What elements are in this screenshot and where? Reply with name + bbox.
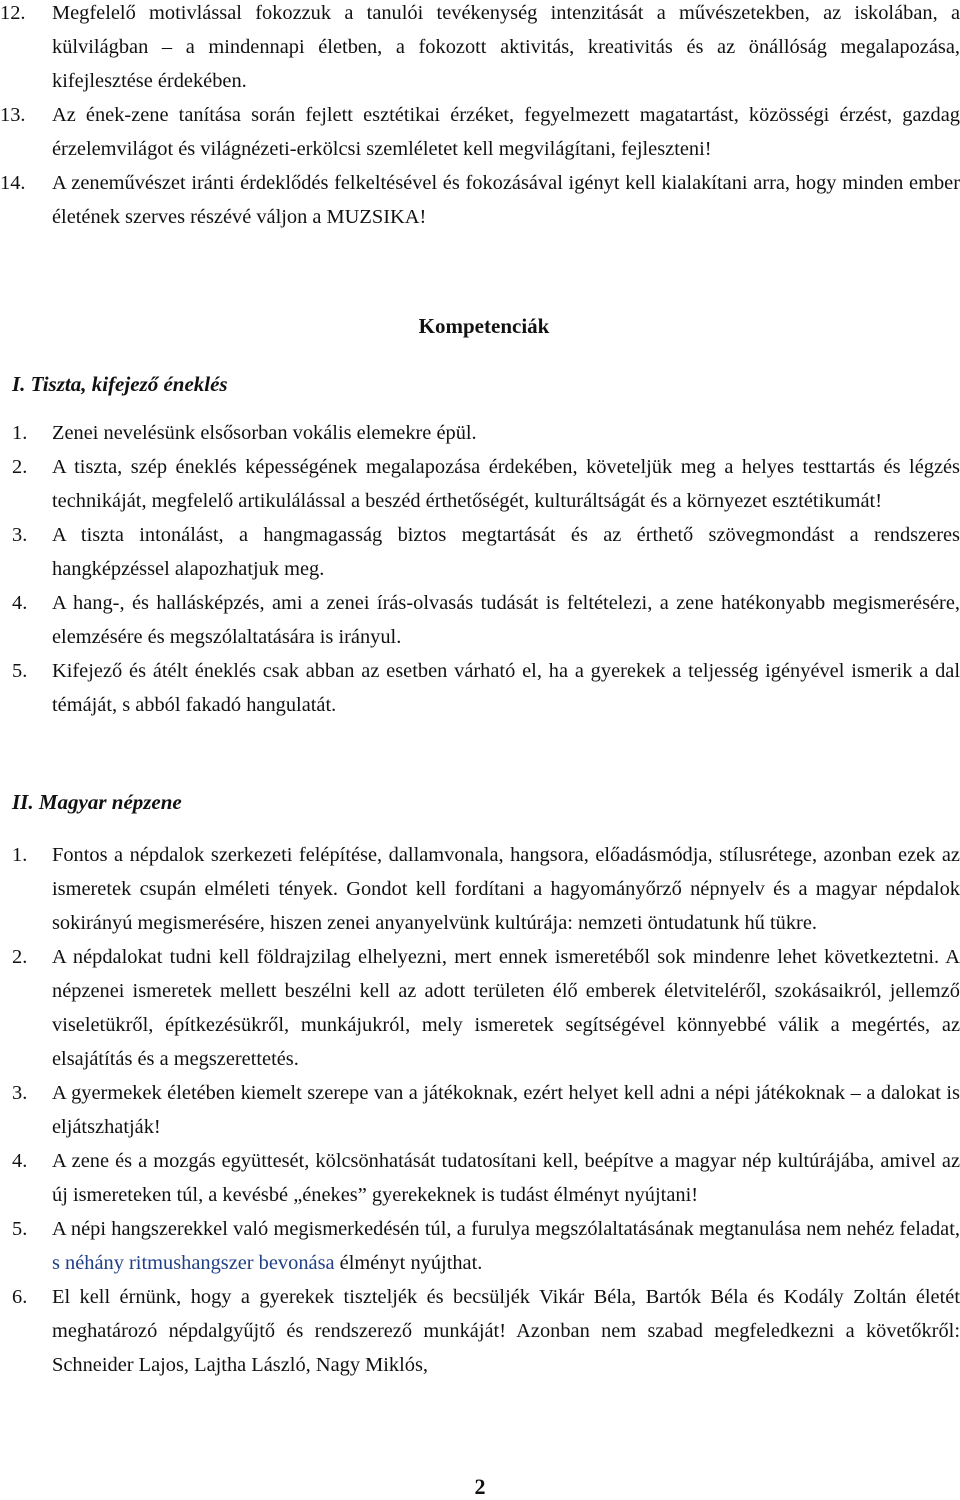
page-number: 2 — [474, 1474, 486, 1499]
item-number: 14. — [0, 172, 26, 194]
list-item — [0, 1076, 960, 1144]
item-number: 3. — [12, 1082, 28, 1104]
item-number: 12. — [0, 2, 26, 24]
item-number: 2. — [12, 456, 28, 478]
item-text-end: élményt nyújthat. — [334, 1252, 483, 1274]
list-item — [0, 940, 960, 1076]
item-number: 1. — [12, 422, 28, 444]
list-item — [0, 416, 960, 450]
list-item — [0, 166, 960, 234]
item-number: 6. — [12, 1286, 28, 1308]
item-text: A zeneművészet iránti érdeklődés felkeltésével és fokozásával igényt kell kialakítani arra, hogy minden ember életének szerves részévé váljon a MUZSIKA! — [52, 172, 960, 228]
list-item — [0, 586, 960, 654]
list-item — [0, 98, 960, 166]
item-text: A tiszta, szép éneklés képességének megalapozása érdekében, követeljük meg a helyes testtartás és légzés technikáját, megfelelő artikulálással a beszéd érthetőségét, kulturáltságát és a környezet esztétikumát! — [52, 456, 960, 512]
item-number: 13. — [0, 104, 26, 126]
item-text: A gyermekek életében kiemelt szerepe van a játékoknak, ezért helyet kell adni a népi játékoknak – a dalokat is eljátszhatják! — [52, 1082, 960, 1138]
item-text: Zenei nevelésünk elsősorban vokális elemekre épül. — [52, 422, 477, 444]
item-text: Kifejező és átélt éneklés csak abban az esetben várható el, ha a gyerekek a teljesség igényével ismerik a dal témáját, s abból fakadó hangulatát. — [52, 660, 960, 716]
section-1-list — [0, 416, 960, 722]
item-number: 4. — [12, 1150, 28, 1172]
list-item — [0, 0, 960, 98]
highlighted-phrase: s néhány ritmushangszer bevonása — [52, 1252, 335, 1274]
item-number: 3. — [12, 524, 28, 546]
section-2-list — [0, 838, 960, 1382]
item-number: 1. — [12, 844, 28, 866]
item-number: 5. — [12, 1218, 28, 1240]
intro-list — [0, 0, 960, 234]
competencies-heading: Kompetenciák — [418, 314, 550, 338]
list-item — [0, 450, 960, 518]
item-text: El kell érnünk, hogy a gyerekek tiszteljék és becsüljék Vikár Béla, Bartók Béla és Kodály Zoltán életét meghatározó népdalgyűjtő és rendszerező munkáját! Azonban nem szabad megfeledkezni a követőkről: Schneider Lajos, Lajtha László, Nagy Miklós, — [52, 1286, 960, 1376]
item-text: A hang-, és hallásképzés, ami a zenei írás-olvasás tudását is feltételezi, a zene hatékonyabb megismerésére, elemzésére és megszólaltatására is irányul. — [52, 592, 960, 648]
item-text: A tiszta intonálást, a hangmagasság biztos megtartását és az érthető szövegmondást a rendszeres hangképzéssel alapozhatjuk meg. — [52, 524, 960, 580]
section-1-title: I. Tiszta, kifejező éneklés — [12, 372, 228, 396]
item-text: A népdalokat tudni kell földrajzilag elhelyezni, mert ennek ismeretéből sok mindenre lehet következtetni. A népzenei ismeretek mellett beszélni kell az adott területen élő emberek életviteléről, szokásaikról, jellemző viseletükről, építkezésükről, munkájukról, mely ismeretek segítségével könnyebbé válik a megértés, az elsajátítás és a megszerettetés. — [52, 946, 960, 1070]
list-item — [0, 1212, 960, 1280]
item-number: 4. — [12, 592, 28, 614]
section-2-title: II. Magyar népzene — [12, 790, 182, 814]
item-text: A zene és a mozgás együttesét, kölcsönhatását tudatosítani kell, beépítve a magyar nép kultúrájába, amivel az új ismereteken túl, a kevésbé „énekes” gyerekeknek is tudást élményt nyújtani! — [52, 1150, 960, 1206]
item-number: 2. — [12, 946, 28, 968]
list-item — [0, 654, 960, 722]
item-text: Az ének-zene tanítása során fejlett esztétikai érzéket, fegyelmezett magatartást, közösségi érzést, gazdag érzelemvilágot és világnézeti-erkölcsi szemléletet kell megvilágítani, fejleszteni! — [52, 104, 960, 160]
item-text: Megfelelő motivlással fokozzuk a tanulói tevékenység intenzitását a művészetekben, az iskolában, a külvilágban – a mindennapi életben, a fokozott aktivitás, kreativitás és az önállóság megalapozása, kifejlesztése érdekében. — [52, 2, 960, 92]
list-item — [0, 838, 960, 940]
list-item — [0, 1280, 960, 1382]
list-item — [0, 1144, 960, 1212]
item-text-start: A népi hangszerekkel való megismerkedésén túl, a furulya megszólaltatásának megtanulása nem nehéz feladat, — [52, 1218, 960, 1240]
list-item — [0, 518, 960, 586]
item-number: 5. — [12, 660, 28, 682]
item-text: Fontos a népdalok szerkezeti felépítése, dallamvonala, hangsora, előadásmódja, stílusrétege, azonban ezek az ismeretek csupán elméleti tények. Gondot kell fordítani a hagyományőrző népnyelv és a magyar népdalok sokirányú megismerésére, hiszen zenei anyanyelvünk kultúrája: nemzeti öntudatunk hű tükre. — [52, 844, 960, 934]
